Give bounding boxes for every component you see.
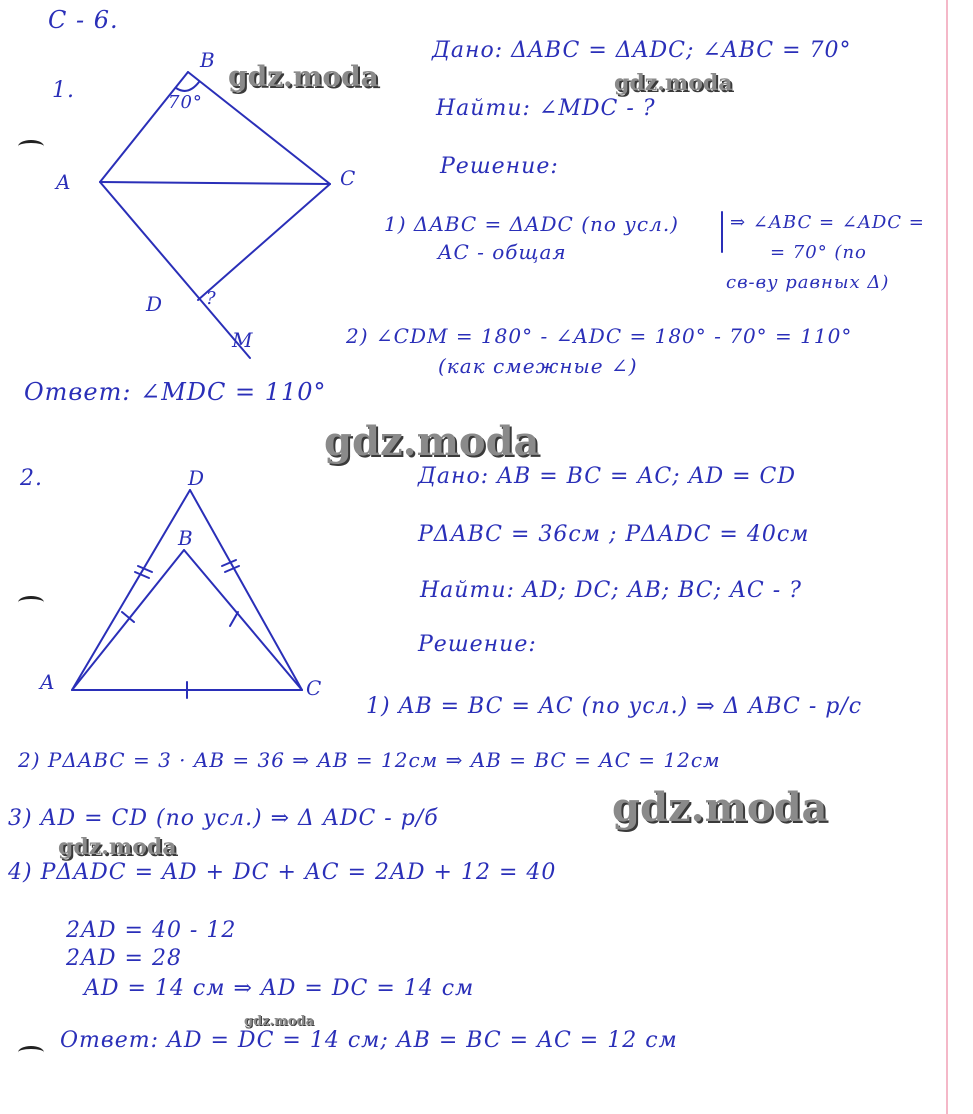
problem-1-step-1e: св-ву равных Δ)	[726, 272, 890, 293]
problem-1-step-1d: = 70° (по	[770, 242, 867, 263]
problem-1-step-2a: 2) ∠CDM = 180° - ∠ADC = 180° - 70° = 110°	[346, 324, 853, 348]
problem-2-solution-title: Решение:	[418, 632, 537, 657]
problem-1-step-1a: 1) ΔABC = ΔADC (по усл.)	[384, 212, 679, 236]
watermark: gdz.moda	[324, 418, 540, 465]
vertex-label-a: A	[56, 170, 72, 194]
vertex-label-b-2: B	[178, 526, 194, 550]
watermark: gdz.moda	[614, 70, 733, 96]
problem-1-step-1b: AC - общая	[438, 240, 567, 264]
segment-dc-2	[190, 490, 302, 690]
vertex-label-d: D	[146, 292, 164, 316]
segment-ad-2	[72, 490, 190, 690]
problem-1-answer: Ответ: ∠MDC = 110°	[24, 378, 327, 406]
segment-am-ray	[100, 182, 250, 358]
problem-2-calc-1: 2AD = 40 - 12	[66, 918, 237, 943]
watermark: gdz.moda	[612, 784, 828, 831]
problem-2-calc-3: AD = 14 см ⇒ AD = DC = 14 см	[84, 976, 475, 1001]
vertex-label-b: B	[200, 48, 216, 72]
vertex-label-c-2: C	[306, 676, 323, 700]
point-label-m: M	[232, 328, 254, 352]
section-header: С - 6.	[48, 6, 119, 34]
problem-2-answer: Ответ: AD = DC = 14 см; AB = BC = AC = 12 см	[60, 1028, 678, 1053]
segment-cd	[198, 184, 330, 300]
problem-1-number: 1.	[52, 78, 75, 103]
segment-ac	[100, 182, 330, 184]
problem-1-find: Найти: ∠MDC - ?	[436, 96, 656, 121]
watermark: gdz.moda	[58, 834, 177, 860]
problem-2-step-3: 3) AD = CD (по усл.) ⇒ Δ ADC - р/б	[8, 806, 439, 831]
angle-label: 70°	[168, 92, 203, 113]
segment-ab-2	[72, 550, 184, 690]
vertex-label-a-2: A	[40, 670, 56, 694]
problem-1-step-1c: ⇒ ∠ABC = ∠ADC =	[730, 212, 925, 233]
problem-2-perimeters: PΔABC = 36см ; PΔADC = 40см	[418, 522, 810, 547]
unknown-angle-mark: ?	[206, 288, 217, 309]
problem-2-step-4: 4) PΔADC = AD + DC + AC = 2AD + 12 = 40	[8, 860, 557, 885]
tick-mark	[230, 612, 238, 626]
problem-1-step-2b: (как смежные ∠)	[438, 354, 638, 378]
problem-2-given: Дано: AB = BC = AC; AD = CD	[418, 464, 796, 489]
watermark: gdz.moda	[228, 60, 379, 93]
problem-2-step-2: 2) PΔABC = 3 · AB = 36 ⇒ AB = 12см ⇒ AB = BC = AC = 12см	[18, 748, 721, 772]
problem-2-find: Найти: AD; DC; AB; BC; AC - ?	[420, 578, 802, 603]
vertex-label-d-2: D	[188, 466, 206, 490]
problem-1-given: Дано: ΔABC = ΔADC; ∠ABC = 70°	[432, 38, 852, 63]
segment-ab	[100, 72, 188, 182]
watermark: gdz.moda	[244, 1014, 315, 1029]
segment-bc-2	[184, 550, 302, 690]
problem-2-number: 2.	[20, 466, 43, 491]
vertex-label-c: C	[340, 166, 357, 190]
problem-2-calc-2: 2AD = 28	[66, 946, 182, 971]
problem-2-step-1: 1) AB = BC = AC (по усл.) ⇒ Δ ABC - р/с	[366, 694, 863, 719]
problem-1-solution-title: Решение:	[440, 154, 559, 179]
